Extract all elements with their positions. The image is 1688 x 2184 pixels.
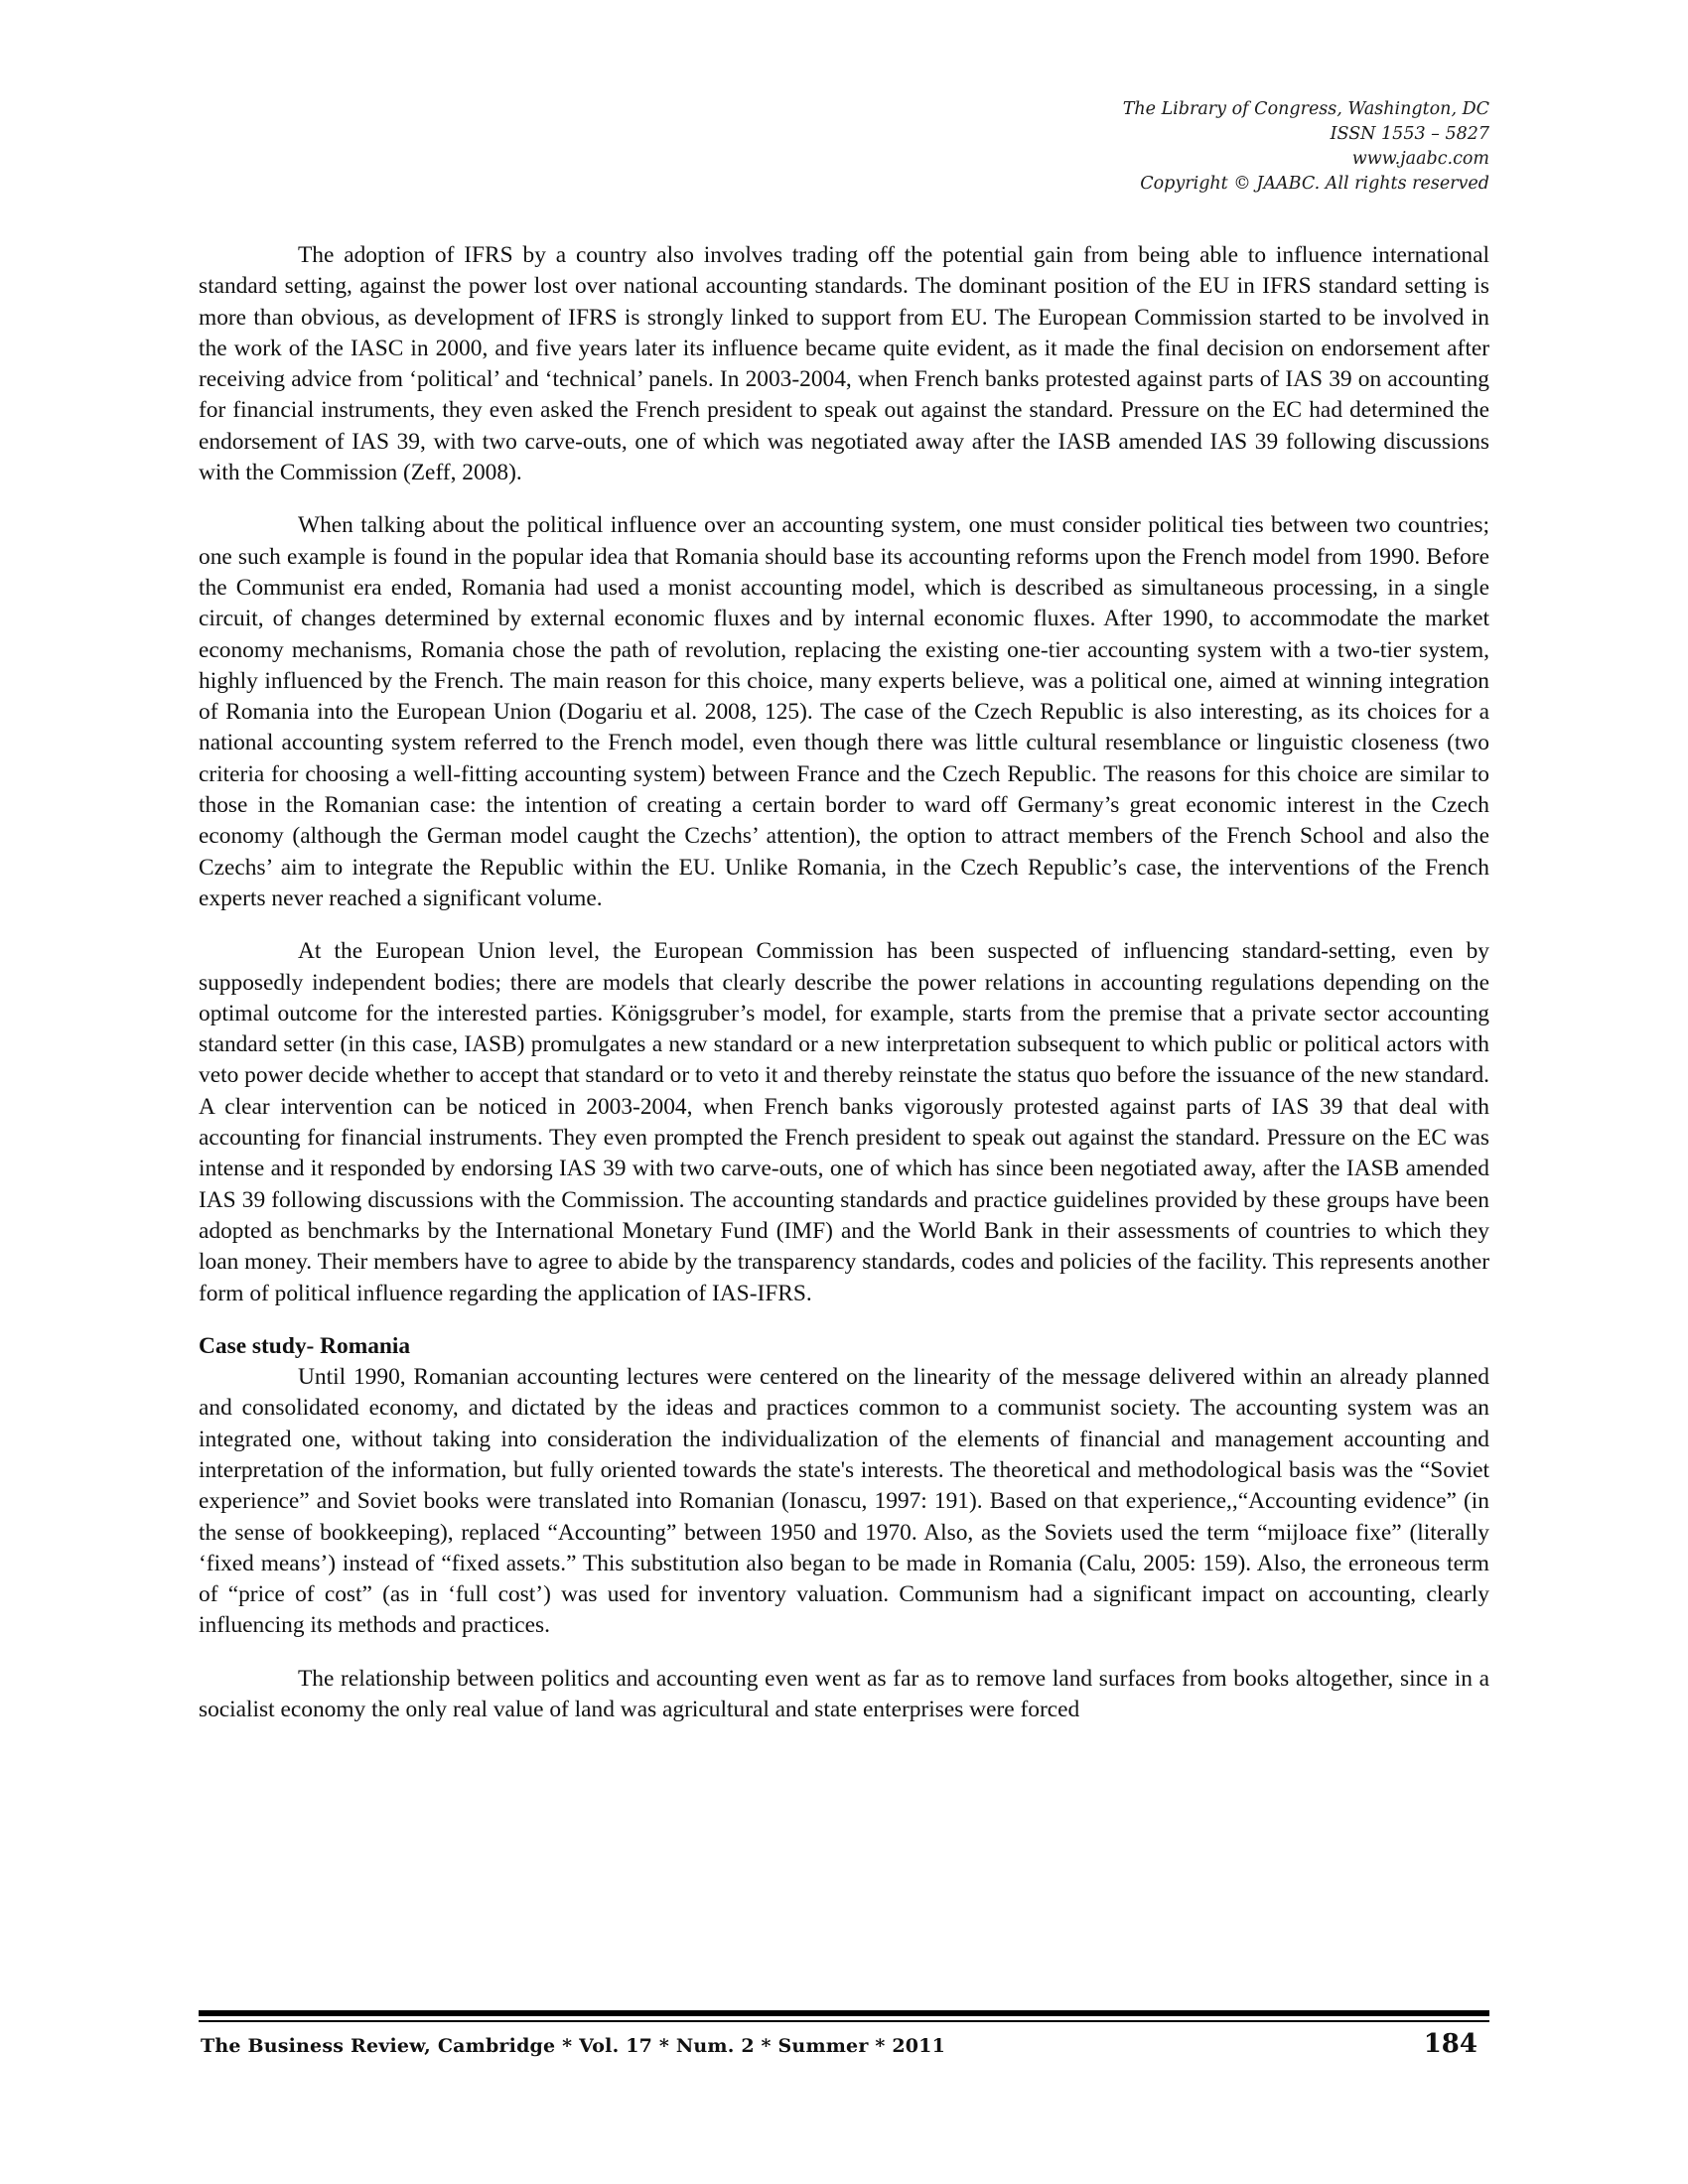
paragraph-politics-accounting: The relationship between politics and accounting even went as far as to remove land surfaces from books altogether, since in a socialist economy the only real value of land was agricultural and state enterprises were forced xyxy=(199,1665,1489,1723)
paragraph-eu-level: At the European Union level, the European Commission has been suspected of influencing standard-setting, even by supposedly independent bodies; there are models that clearly describe the power relations in accounting regulations depending on the optimal outcome for the interested parties. Königsgruber’s model, for example, starts from the premise that a private sector accounting standard setter (in this case, IASB) promulgates a new standard or a new interpretation subsequent to which public or political actors with veto power decide whether to accept that standard or to veto it and thereby reinstate the status quo before the issuance of the new standard. A clear intervention can be noticed in 2003-2004, when French banks vigorously protested against parts of IAS 39 that deal with accounting for financial instruments. They even prompted the French president to speak out against the standard. Pressure on the EC was intense and it responded by endorsing IAS 39 with two carve-outs, one of which has since been negotiated away, after the IASB amended IAS 39 following discussions with the Commission. The accounting standards and practice guidelines provided by these groups have been adopted as benchmarks by the International Monetary Fund (IMF) and the World Bank in their assessments of countries to which they loan money. Their members have to agree to abide by the transparency standards, codes and policies of the facility. This represents another form of political influence regarding the application of IAS-IFRS. xyxy=(199,938,1489,1306)
header-website-line: www.jaabc.com xyxy=(1351,149,1489,169)
running-header xyxy=(1123,97,1489,197)
running-footer xyxy=(199,2029,1489,2065)
article-body xyxy=(199,240,1489,1747)
header-library-line: The Library of Congress, Washington, DC xyxy=(1122,99,1489,119)
paragraph-romania-case: Until 1990, Romanian accounting lectures were centered on the linearity of the message delivered within an already planned and consolidated economy, and dictated by the ideas and practices common to a communist society. The accounting system was an integrated one, without taking into consideration the individualization of the elements of financial and management accounting and interpretation of the information, but fully oriented towards the state's interests. The theoretical and methodological basis was the “Soviet experience” and Soviet books were translated into Romanian (Ionascu, 1997: 191). Based on that experience,,“Accounting evidence” (in the sense of bookkeeping), replaced “Accounting” between 1950 and 1970. Also, as the Soviets used the term “mijloace fixe” (literally ‘fixed means’) instead of “fixed assets.” This substitution also began to be made in Romania (Calu, 2005: 159). Also, the erroneous term of “price of cost” (as in ‘full cost’) was used for inventory valuation. Communism had a significant impact on accounting, clearly influencing its methods and practices. xyxy=(199,1364,1489,1639)
footer-journal-citation: The Business Review, Cambridge * Vol. 17 * Num. 2 * Summer * 2011 xyxy=(201,2035,946,2057)
header-issn-line: ISSN 1553 – 5827 xyxy=(1330,124,1489,144)
paragraph-political-ties: When talking about the political influence over an accounting system, one must consider political ties between two countries; one such example is found in the popular idea that Romania should base its accounting reforms upon the French model from 1990. Before the Communist era ended, Romania had used a monist accounting model, which is described as simultaneous processing, in a single circuit, of changes determined by external economic fluxes and by internal economic fluxes. After 1990, to accommodate the market economy mechanisms, Romania chose the path of revolution, replacing the existing one-tier accounting system with a two-tier system, highly influenced by the French. The main reason for this choice, many experts believe, was a political one, aimed at winning integration of Romania into the European Union (Dogariu et al. 2008, 125). The case of the Czech Republic is also interesting, as its choices for a national accounting system referred to the French model, even though there was little cultural resemblance or linguistic closeness (two criteria for choosing a well-fitting accounting system) between France and the Czech Republic. The reasons for this choice are similar to those in the Romanian case: the intention of creating a certain border to ward off Germany’s great economic interest in the Czech economy (although the German model caught the Czechs’ attention), the option to attract members of the French School and also the Czechs’ aim to integrate the Republic within the EU. Unlike Romania, in the Czech Republic’s case, the interventions of the French experts never reached a significant volume. xyxy=(199,512,1489,911)
footer-rule-thick xyxy=(199,2010,1489,2016)
footer-rule-thin xyxy=(199,2020,1489,2022)
header-copyright-line: Copyright © JAABC. All rights reserved xyxy=(1140,174,1489,194)
section-heading: Case study- Romania xyxy=(199,1332,411,1359)
paragraph-ifrs-adoption: The adoption of IFRS by a country also involves trading off the potential gain from being able to influence international standard setting, against the power lost over national accounting standards. The dominant position of the EU in IFRS standard setting is more than obvious, as development of IFRS is strongly linked to support from EU. The European Commission started to be involved in the work of the IASC in 2000, and five years later its influence became quite evident, as it made the final decision on endorsement after receiving advice from ‘political’ and ‘technical’ panels. In 2003-2004, when French banks protested against parts of IAS 39 on accounting for financial instruments, they even asked the French president to speak out against the standard. Pressure on the EC had determined the endorsement of IAS 39, with two carve-outs, one of which was negotiated away after the IASB amended IAS 39 following discussions with the Commission (Zeff, 2008). xyxy=(199,242,1489,486)
page-number: 184 xyxy=(1423,2029,1477,2059)
